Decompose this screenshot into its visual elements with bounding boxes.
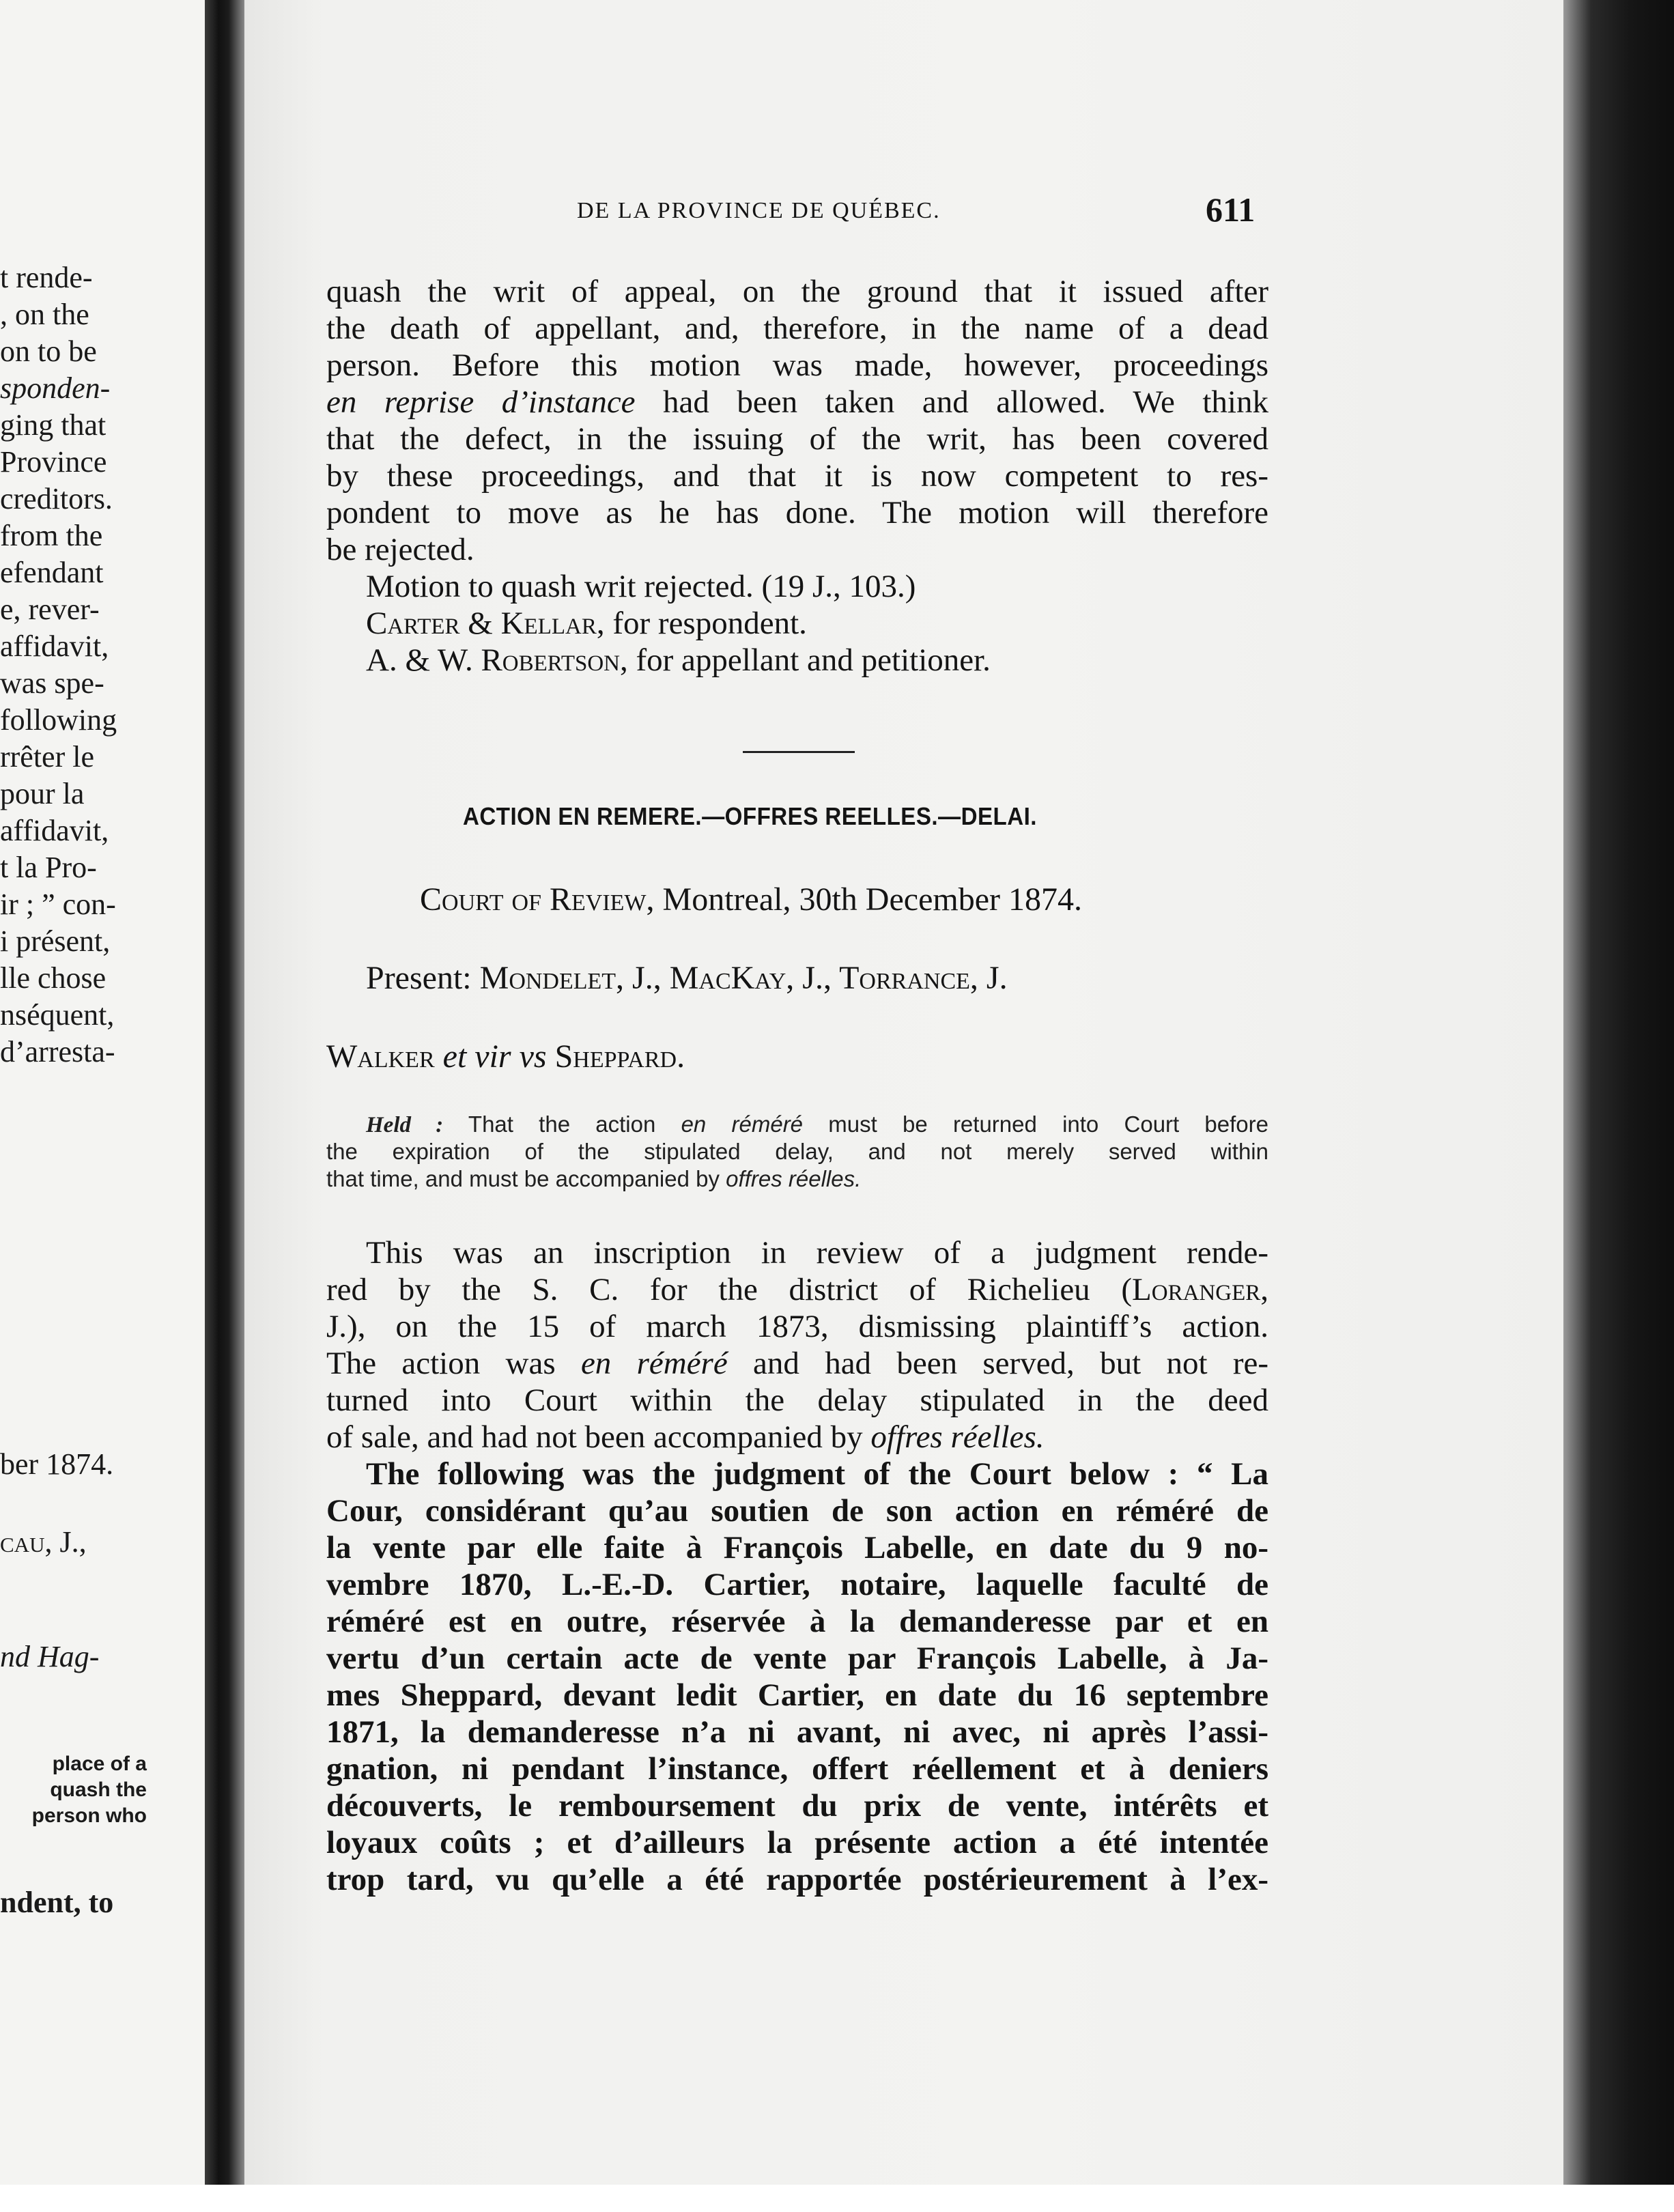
left-page-fragment: t rende- , on the on to be sponden- ging that Province creditors. from the efendant e, rever- affidavit, was spe- following rrêter le pour la affidavit, t la Pro- ir ; ” con- i présent, lle chose nséquent, d’arresta- ber 1874. cau, J., nd Hag- place of a quash the person who ndent, to [0,0,212,2212]
body-line: réméré est en outre, réservée à la demanderesse par et en [326,1604,1268,1639]
present-line: Present: Mondelet, J., MacKay, J., Torrance, J. [366,960,1008,996]
body-line: This was an inscription in review of a judgment rende- [366,1235,1268,1271]
body-line: J.), on the 15 of march 1873, dismissing plaintiff’s action. [326,1309,1268,1344]
body-line: loyaux coûts ; et d’ailleurs la présente action a été intentée [326,1825,1268,1860]
section-divider [743,751,855,753]
body-line: the death of appellant, and, therefore, in the name of a dead [326,311,1268,346]
body-line: vertu d’un certain acte de vente par François Labelle, à Ja- [326,1641,1268,1676]
body-line: découverts, le remboursement du prix de vente, intérêts et [326,1788,1268,1824]
held-line: that time, and must be accompanied by offres réelles. [326,1166,862,1191]
page-edge-shadow [1563,0,1674,2212]
body-line: red by the S. C. for the district of Richelieu (Loranger, [326,1272,1268,1307]
parties-line: Walker et vir vs Sheppard. [326,1038,685,1075]
left-small-line: person who [31,1804,147,1827]
body-line: Cour, considérant qu’au soutien de son action en réméré de [326,1493,1268,1529]
body-line: be rejected. [326,532,474,567]
held-line: Held : That the action en réméré must be returned into Court before [366,1111,1269,1137]
page-number: 611 [1206,190,1256,229]
counsel-appellant: A. & W. Robertson, for appellant and petitioner. [366,642,991,678]
body-line: pondent to move as he has done. The motion will therefore [326,495,1268,530]
body-line: The action was en réméré and had been served, but not re- [326,1346,1269,1381]
held-line: the expiration of the stipulated delay, and not merely served within [326,1139,1268,1164]
scan-bottom-margin [0,2185,1674,2212]
body-line: trop tard, vu qu’elle a été rapportée postérieurement à l’ex- [326,1862,1268,1897]
body-line: mes Sheppard, devant ledit Cartier, en date du 16 septembre [326,1677,1268,1713]
body-line: 1871, la demanderesse n’a ni avant, ni avec, ni après l’assi- [326,1714,1268,1750]
body-line: of sale, and had not been accompanied by offres réelles. [326,1419,1045,1455]
left-small-line: place of a [52,1753,147,1775]
body-line: person. Before this motion was made, however, proceedings [326,348,1268,383]
body-line: la vente par elle faite à François Labelle, en date du 9 no- [326,1530,1268,1565]
left-small-line: quash the [50,1778,147,1801]
body-line: en reprise d’instance had been taken and allowed. We think [326,384,1268,420]
body-line: quash the writ of appeal, on the ground that it issued after [326,274,1268,309]
italic-phrase: en reprise d’instance [326,384,636,420]
section-title: ACTION EN REMERE.—OFFRES REELLES.—DELAI. [463,802,1037,830]
body-line: that the defect, in the issuing of the writ, has been covered [326,421,1268,457]
body-line: gnation, ni pendant l’instance, offert réellement et à deniers [326,1751,1268,1787]
court-line: Court of Review, Montreal, 30th December 1874. [420,881,1082,918]
counsel-respondent: Carter & Kellar, for respondent. [366,606,807,641]
motion-line: Motion to quash writ rejected. (19 J., 103.) [366,569,916,604]
running-header: DE LA PROVINCE DE QUÉBEC. [577,198,941,223]
body-line: by these proceedings, and that it is now competent to res- [326,458,1268,494]
body-line: The following was the judgment of the Court below : “ La [366,1456,1268,1492]
body-line: turned into Court within the delay stipulated in the deed [326,1382,1268,1418]
body-line: vembre 1870, L.-E.-D. Cartier, notaire, laquelle faculté de [326,1567,1268,1602]
book-gutter [205,0,244,2212]
